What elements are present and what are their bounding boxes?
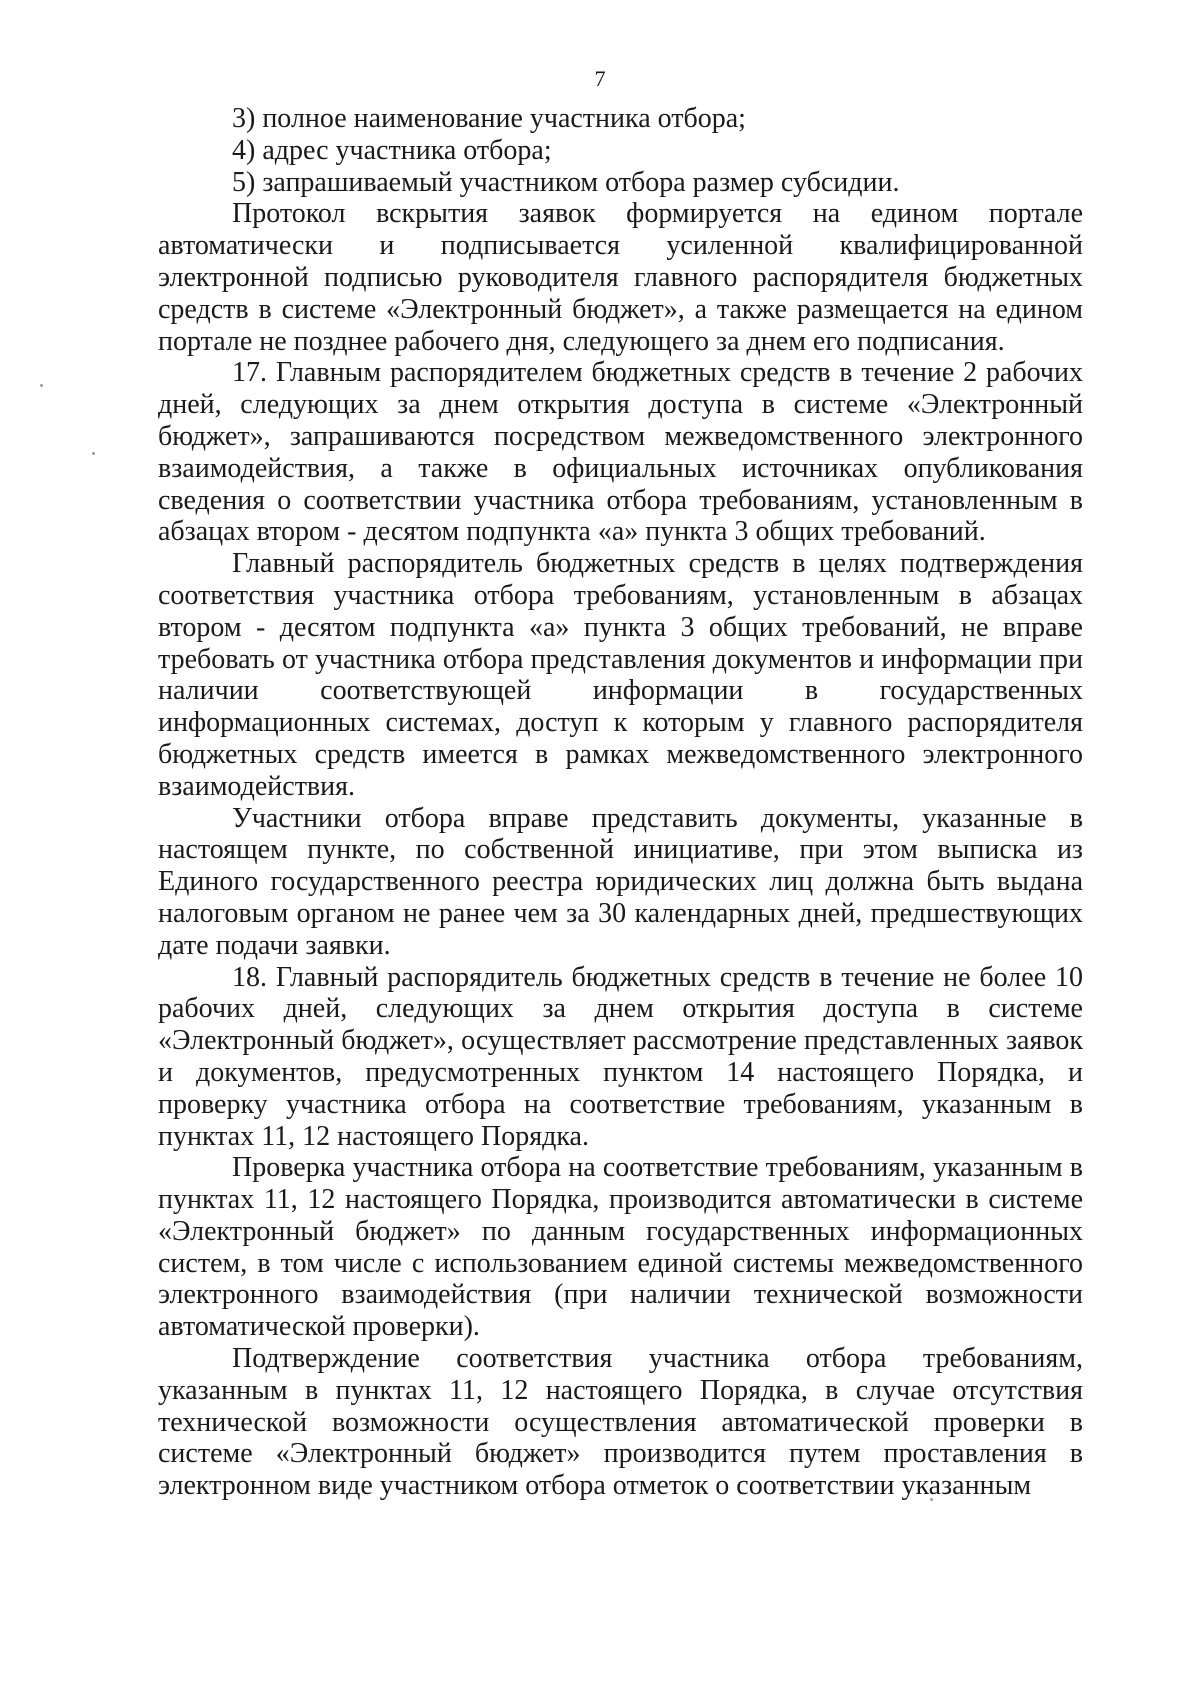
paragraph: Главный распорядитель бюджетных средств в целях подтверждения соответствия участника отбора требованиям, установленным в абзацах втором - десятом подпункта «а» пункта 3 общих требований, не вправе требовать от участника отбора представления документов и информации при наличии соответствующей информации в государственных информационных системах, доступ к которым у главного распорядителя бюджетных средств имеется в рамках межведомственного электронного взаимодействия.	[158, 548, 1083, 802]
paragraph: 18. Главный распорядитель бюджетных средств в течение не более 10 рабочих дней, следующих за днем открытия доступа в системе «Электронный бюджет», осуществляет рассмотрение представленных заявок и документов, предусмотренных пунктом 14 настоящего Порядка, и проверку участника отбора на соответствие требованиям, указанным в пунктах 11, 12 настоящего Порядка.	[158, 961, 1083, 1152]
scan-speck	[92, 452, 95, 455]
list-item: 4) адрес участника отбора;	[232, 134, 552, 166]
paragraph: Подтверждение соответствия участника отбора требованиям, указанным в пунктах 11, 12 настоящего Порядка, в случае отсутствия технической возможности осуществления автоматической проверки в системе «Электронный бюджет» производится путем проставления в электронном виде участником отбора отметок о соответствии указанным	[158, 1343, 1083, 1502]
paragraph: Протокол вскрытия заявок формируется на едином портале автоматически и подписывается усиленной квалифицированной электронной подписью руководителя главного распорядителя бюджетных средств в системе «Электронный бюджет», а также размещается на едином портале не позднее рабочего дня, следующего за днем его подписания.	[158, 198, 1083, 357]
list-item: 3) полное наименование участника отбора;	[232, 103, 746, 134]
paragraph: 17. Главным распорядителем бюджетных средств в течение 2 рабочих дней, следующих за днем открытия доступа в системе «Электронный бюджет», запрашиваются посредством межведомственного электронного взаимодействия, а также в официальных источниках опубликования сведения о соответствии участника отбора требованиям, установленным в абзацах втором - десятом подпункта «а» пункта 3 общих требований.	[158, 357, 1083, 548]
paragraph: Проверка участника отбора на соответствие требованиям, указанным в пунктах 11, 12 настоящего Порядка, производится автоматически в системе «Электронный бюджет» по данным государственных информационных систем, в том числе с использованием единой системы межведомственного электронного взаимодействия (при наличии технической возможности автоматической проверки).	[158, 1152, 1083, 1343]
scan-speck	[40, 384, 43, 387]
page-number: 7	[594, 66, 606, 91]
paragraph: Участники отбора вправе представить документы, указанные в настоящем пункте, по собственной инициативе, при этом выписка из Единого государственного реестра юридических лиц должна быть выдана налоговым органом не ранее чем за 30 календарных дней, предшествующих дате подачи заявки.	[158, 802, 1083, 961]
list-item: 5) запрашиваемый участником отбора размер субсидии.	[232, 166, 900, 198]
document-body	[158, 103, 1083, 1502]
